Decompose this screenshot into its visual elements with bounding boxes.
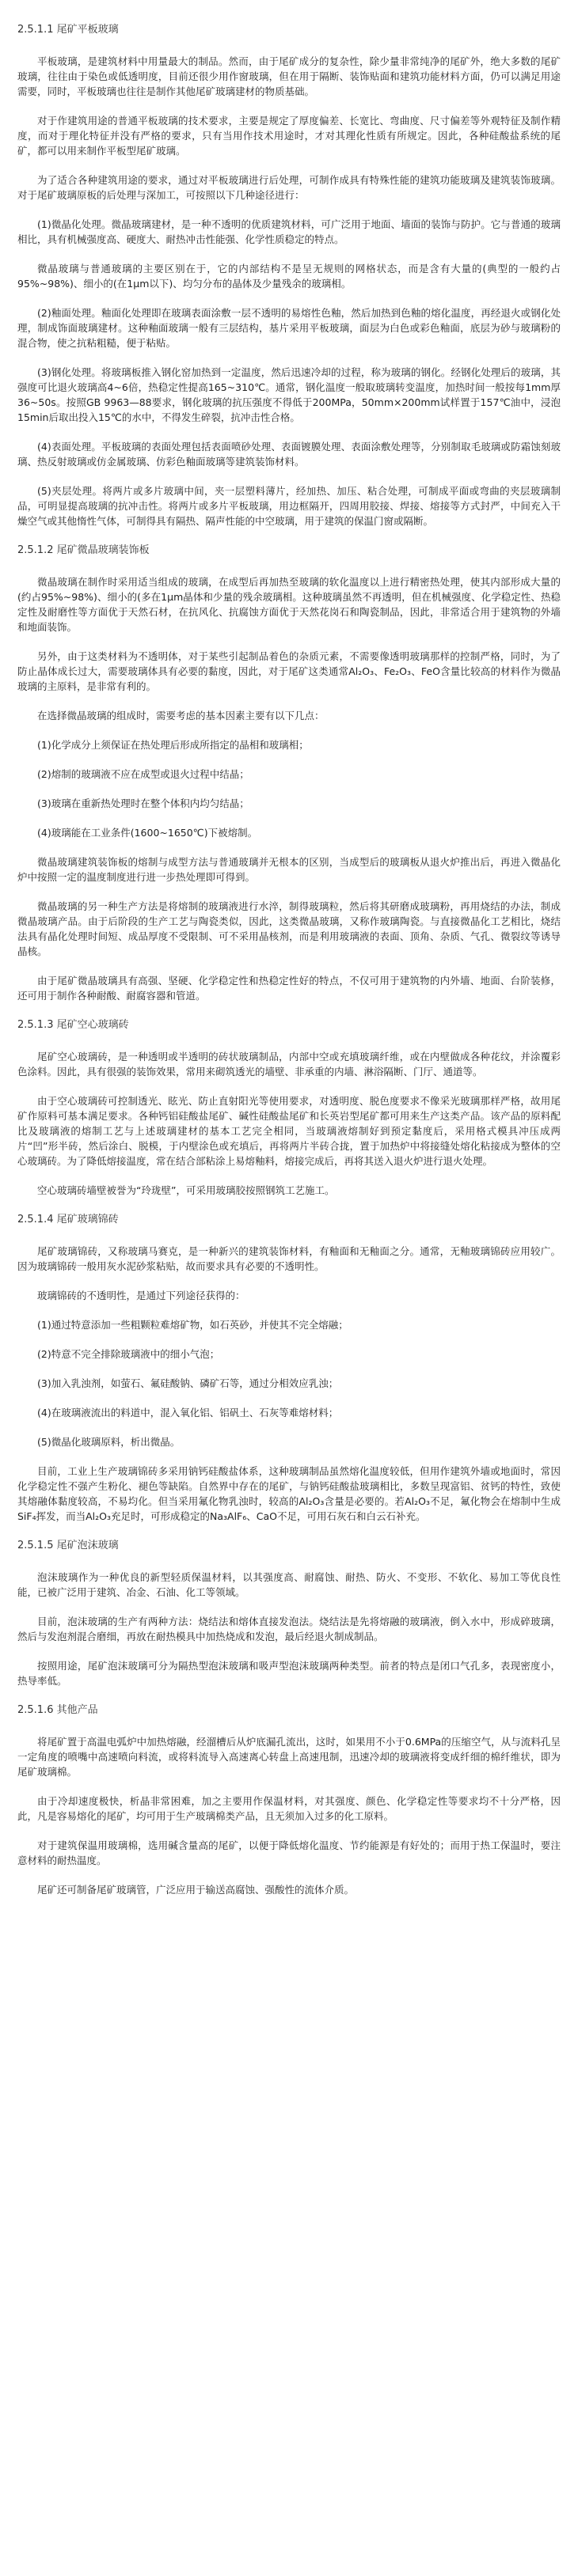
list-item: (3)玻璃在重新热处理时在整个体积内均匀结晶； — [37, 797, 249, 809]
list-item: (3)钢化处理。将玻璃板推入钢化窑加热到一定温度，然后迅速冷却的过程，称为玻璃的钢化。经钢化处理后的玻璃，其强度可比退火玻璃高4~6倍，热稳定性提高165~310℃。通常，钢化温度一般取玻璃转变温度，加热时间一般按每1mm厚36~50s。按照GB 9963—88要求，钢化玻璃的抗压强度不得低于200MPa，50mm×200mm试样置于157℃油中，浸泡15min后取出投入15℃的水中，不得发生碎裂，抗冲击性合格。 — [17, 366, 561, 423]
paragraph: 微晶玻璃与普通玻璃的主要区别在于，它的内部结构不是呈无规则的网格状态，而是含有大量的(典型的一般约占95%~98%)、细小的(在1μm以下)、均匀分布的晶体及少量残余的玻璃相。 — [17, 263, 561, 290]
list-item: (1)化学成分上须保证在热处理后形成所指定的晶相和玻璃相； — [37, 739, 309, 751]
list-item: (2)釉面处理。釉面化处理即在玻璃表面涂敷一层不透明的易熔性色釉，然后加热到色釉的熔化温度，再经退火或钢化处理，制成饰面玻璃建材。这种釉面玻璃一般有三层结构，基片采用平板玻璃，面层为白色或彩色釉面，底层为砂与玻璃粉的混合物，使之抗粘粗糙，便于粘贴。 — [17, 307, 561, 349]
list-item: (2)熔制的玻璃液不应在成型或退火过程中结晶； — [37, 768, 249, 780]
paragraph: 对于作建筑用途的普通平板玻璃的技术要求，主要是规定了厚度偏差、长宽比、弯曲度、尺寸偏差等外观特征及制作精度，而对于理化特征并没有严格的要求，只有当用作技术用途时，才对其理化性质有所规定。因此，各种硅酸盐系统的尾矿，都可以用来制作平板型尾矿玻璃。 — [17, 115, 561, 157]
list-item: (2)特意不完全排除玻璃液中的细小气泡； — [37, 1348, 220, 1360]
section-heading-2-5-1-3: 2.5.1.3 尾矿空心玻璃砖 — [17, 1019, 129, 1031]
paragraph: 对于建筑保温用玻璃棉，选用碱含量高的尾矿，以便于降低熔化温度、节约能源是有好处的；而用于热工保温时，要注意材料的耐热温度。 — [17, 1839, 561, 1866]
paragraph: 空心玻璃砖墙壁被誉为“玲珑壁”，可采用玻璃胶按照钢筑工艺施工。 — [37, 1184, 335, 1196]
paragraph: 目前，工业上生产玻璃锦砖多采用钠钙硅酸盐体系，这种玻璃制品虽然熔化温度较低，但用作建筑外墙或地面时，常因化学稳定性不强产生粉化、褪色等缺陷。自然界中存在的尾矿，与钠钙硅酸盐玻璃相比，多数呈现富铝、贫钙的特性，致使其熔融体黏度较高，不易均化。但当采用氟化物乳浊时，较高的Al₂O₃含量是必要的。若Al₂O₃不足，氟化物会在熔制中生成SiF₄挥发，而当Al₂O₃充足时，可形成稳定的Na₃AlF₆、CaO不足，可用石灰石和白云石补充。 — [17, 1465, 561, 1522]
section-heading-2-5-1-2: 2.5.1.2 尾矿微晶玻璃装饰板 — [17, 544, 150, 556]
list-item: (3)加入乳浊剂，如萤石、氟硅酸钠、磷矿石等，通过分相效应乳浊； — [37, 1377, 339, 1389]
list-item: (4)表面处理。平板玻璃的表面处理包括表面喷砂处理、表面镀膜处理、表面涂敷处理等，分别制取毛玻璃或防霜蚀刻玻璃、热反射玻璃或仿金属玻璃、仿彩色釉面玻璃等建筑装饰材料。 — [17, 441, 561, 468]
paragraph: 在选择微晶玻璃的组成时，需要考虑的基本因素主要有以下几点： — [37, 710, 325, 722]
paragraph: 微晶玻璃的另一种生产方法是将熔制的玻璃液进行水淬，制得玻璃粒，然后将其研磨成玻璃粉，再用烧结的办法，制成微晶玻璃产品。由于后阶段的生产工艺与陶瓷类似，因此，这类微晶玻璃，又称作玻璃陶瓷。与直接微晶化工艺相比，烧结法具有晶化处理时间短、成品厚度不受限制、可不采用晶核剂，而是利用玻璃液的表面、顶角、杂质、气孔、微裂纹等诱导晶核。 — [17, 900, 561, 957]
paragraph: 尾矿还可制备尾矿玻璃管，广泛应用于输送高腐蚀、强酸性的流体介质。 — [37, 1884, 355, 1896]
list-item: (4)玻璃能在工业条件(1600~1650℃)下被熔制。 — [37, 827, 258, 839]
paragraph: 由于冷却速度极快，析晶非常困难，加之主要用作保温材料，对其强度、颜色、化学稳定性等要求均不十分严格，因此，凡是容易熔化的尾矿，均可用于生产玻璃棉类产品，且无须加入过多的化工原料。 — [17, 1795, 561, 1822]
paragraph: 按照用途，尾矿泡沫玻璃可分为隔热型泡沫玻璃和吸声型泡沫玻璃两种类型。前者的特点是闭口气孔多，表现密度小，热导率低。 — [17, 1660, 561, 1687]
paragraph: 由于尾矿微晶玻璃具有高强、坚硬、化学稳定性和热稳定性好的特点，不仅可用于建筑物的内外墙、地面、台阶装修，还可用于制作各种耐酸、耐腐容器和管道。 — [17, 975, 561, 1002]
paragraph: 将尾矿置于高温电弧炉中加热熔融，经溜槽后从炉底漏孔流出，这时，如果用不小于0.6MPa的压缩空气，从与流料孔呈一定角度的喷嘴中高速喷向料流，或将料流导入高速离心转盘上高速甩制，迅速冷却的玻璃液将变成纤细的棉纤维状，即为尾矿玻璃棉。 — [17, 1736, 561, 1778]
paragraph: 尾矿空心玻璃砖，是一种透明或半透明的砖状玻璃制品，内部中空或充填玻璃纤维，或在内壁做成各种花纹，并涂覆彩色涂料。因此，具有很强的装饰效果，常用来砌筑透光的墙壁、非承重的内墙、淋浴隔断、门厅、通道等。 — [17, 1051, 561, 1078]
section-heading-2-5-1-5: 2.5.1.5 尾矿泡沫玻璃 — [17, 1540, 119, 1551]
paragraph: 由于空心玻璃砖可控制透光、眩光、防止直射阳光等使用要求，对透明度、脱色度要求不像采光玻璃那样严格，故用尾矿作原料可基本满足要求。各种钙铝硅酸盐尾矿、碱性硅酸盐尾矿和长英岩型尾矿都可用来生产这类产品。该产品的原料配比及玻璃液的熔制工艺与上述玻璃建材的基本工艺完全相同，当玻璃液熔制好到预定黏度后，采用格式模具冲压成两片“凹”形半砖，然后涂白、脱模，于内壁涂色或充填后，再将两片半砖合拢，置于加热炉中将接缝处熔化粘接成为整体的空心玻璃砖。为了降低熔接温度，常在结合部粘涂上易熔釉料，熔接完成后，再将其送入退火炉进行退火处理。 — [17, 1095, 561, 1167]
list-item: (1)微晶化处理。微晶玻璃建材，是一种不透明的优质建筑材料，可广泛用于地面、墙面的装饰与防护。它与普通的玻璃相比，具有机械强度高、硬度大、耐热冲击性能强、化学性质稳定的特点。 — [17, 218, 561, 245]
list-item: (5)微晶化玻璃原料，析出微晶。 — [37, 1436, 181, 1448]
paragraph: 目前，泡沫玻璃的生产有两种方法：烧结法和熔体直接发泡法。烧结法是先将熔融的玻璃液，倒入水中，形成碎玻璃，然后与发泡剂混合磨细，再放在耐热模具中加热烧成和发泡，最后经退火制成制品。 — [17, 1616, 561, 1642]
paragraph: 微晶玻璃在制作时采用适当组成的玻璃，在成型后再加热至玻璃的软化温度以上进行精密热处理，使其内部形成大量的(约占95%~98%)、细小的(多在1μm晶体和少量的残余玻璃相。这种玻璃虽然不再透明，但在机械强度、化学稳定性、热稳定性及耐磨性等方面优于天然石材，在抗风化、抗腐蚀方面优于天然花岗石和陶瓷制品，因此，非常适合用于建筑物的外墙和地面装饰。 — [17, 576, 561, 633]
section-heading-2-5-1-1: 2.5.1.1 尾矿平板玻璃 — [17, 24, 119, 36]
paragraph: 为了适合各种建筑用途的要求，通过对平板玻璃进行后处理，可制作成具有特殊性能的建筑功能玻璃及建筑装饰玻璃。对于尾矿玻璃原板的后处理与深加工，可按照以下几种途径进行： — [17, 174, 561, 201]
paragraph: 另外，由于这类材料为不透明体，对于某些引起制品着色的杂质元素，不需要像透明玻璃那样的控制严格，同时，为了防止晶体成长过大，需要玻璃体具有必要的黏度，因此，对于尾矿这类通常Al₂O₃、Fe₂O₃、FeO含量比较高的材料作为微晶玻璃的主原料，是非常有利的。 — [17, 650, 561, 692]
section-heading-2-5-1-6: 2.5.1.6 其他产品 — [17, 1704, 98, 1716]
paragraph: 玻璃锦砖的不透明性，是通过下列途径获得的： — [37, 1290, 245, 1301]
list-item: (5)夹层处理。将两片或多片玻璃中间，夹一层塑料薄片，经加热、加压、粘合处理，可制成平面或弯曲的夹层玻璃制品，可明显提高玻璃的抗冲击性。将两片或多片平板玻璃，用边框隔开，四周用胶接、焊接、熔接等方式封严，中间充入干燥空气或其他惰性气体，可制得具有隔热、隔声性能的中空玻璃，用于建筑的保温门窗或隔断。 — [17, 485, 561, 527]
list-item: (4)在玻璃液流出的料道中，混入氧化铝、铝矾土、石灰等难熔材料； — [37, 1407, 339, 1419]
paragraph: 平板玻璃，是建筑材料中用量最大的制品。然而，由于尾矿成分的复杂性，除少量非常纯净的尾矿外，绝大多数的尾矿玻璃，往往由于染色或低透明度，目前还很少用作窗玻璃，但在用于隔断、装饰贴面和建筑功能材料方面，仍可以满足用途需要，同时，平板玻璃也往往是制作其他尾矿玻璃建材的物质基础。 — [17, 55, 561, 97]
section-heading-2-5-1-4: 2.5.1.4 尾矿玻璃锦砖 — [17, 1214, 119, 1225]
paragraph: 泡沫玻璃作为一种优良的新型轻质保温材料，以其强度高、耐腐蚀、耐热、防火、不变形、不软化、易加工等优良性能，已被广泛用于建筑、冶金、石油、化工等领域。 — [17, 1571, 561, 1598]
paragraph: 尾矿玻璃锦砖，又称玻璃马赛克，是一种新兴的建筑装饰材料，有釉面和无釉面之分。通常，无釉玻璃锦砖应用较广。因为玻璃锦砖一般用灰水泥砂浆粘贴，故而要求具有必要的不透明性。 — [17, 1245, 561, 1272]
list-item: (1)通过特意添加一些粗颗粒难熔矿物，如石英砂，并使其不完全熔融； — [37, 1319, 348, 1331]
paragraph: 微晶玻璃建筑装饰板的熔制与成型方法与普通玻璃并无根本的区别，当成型后的玻璃板从退火炉推出后，再进入微晶化炉中按照一定的温度制度进行进一步热处理即可得到。 — [17, 856, 561, 883]
